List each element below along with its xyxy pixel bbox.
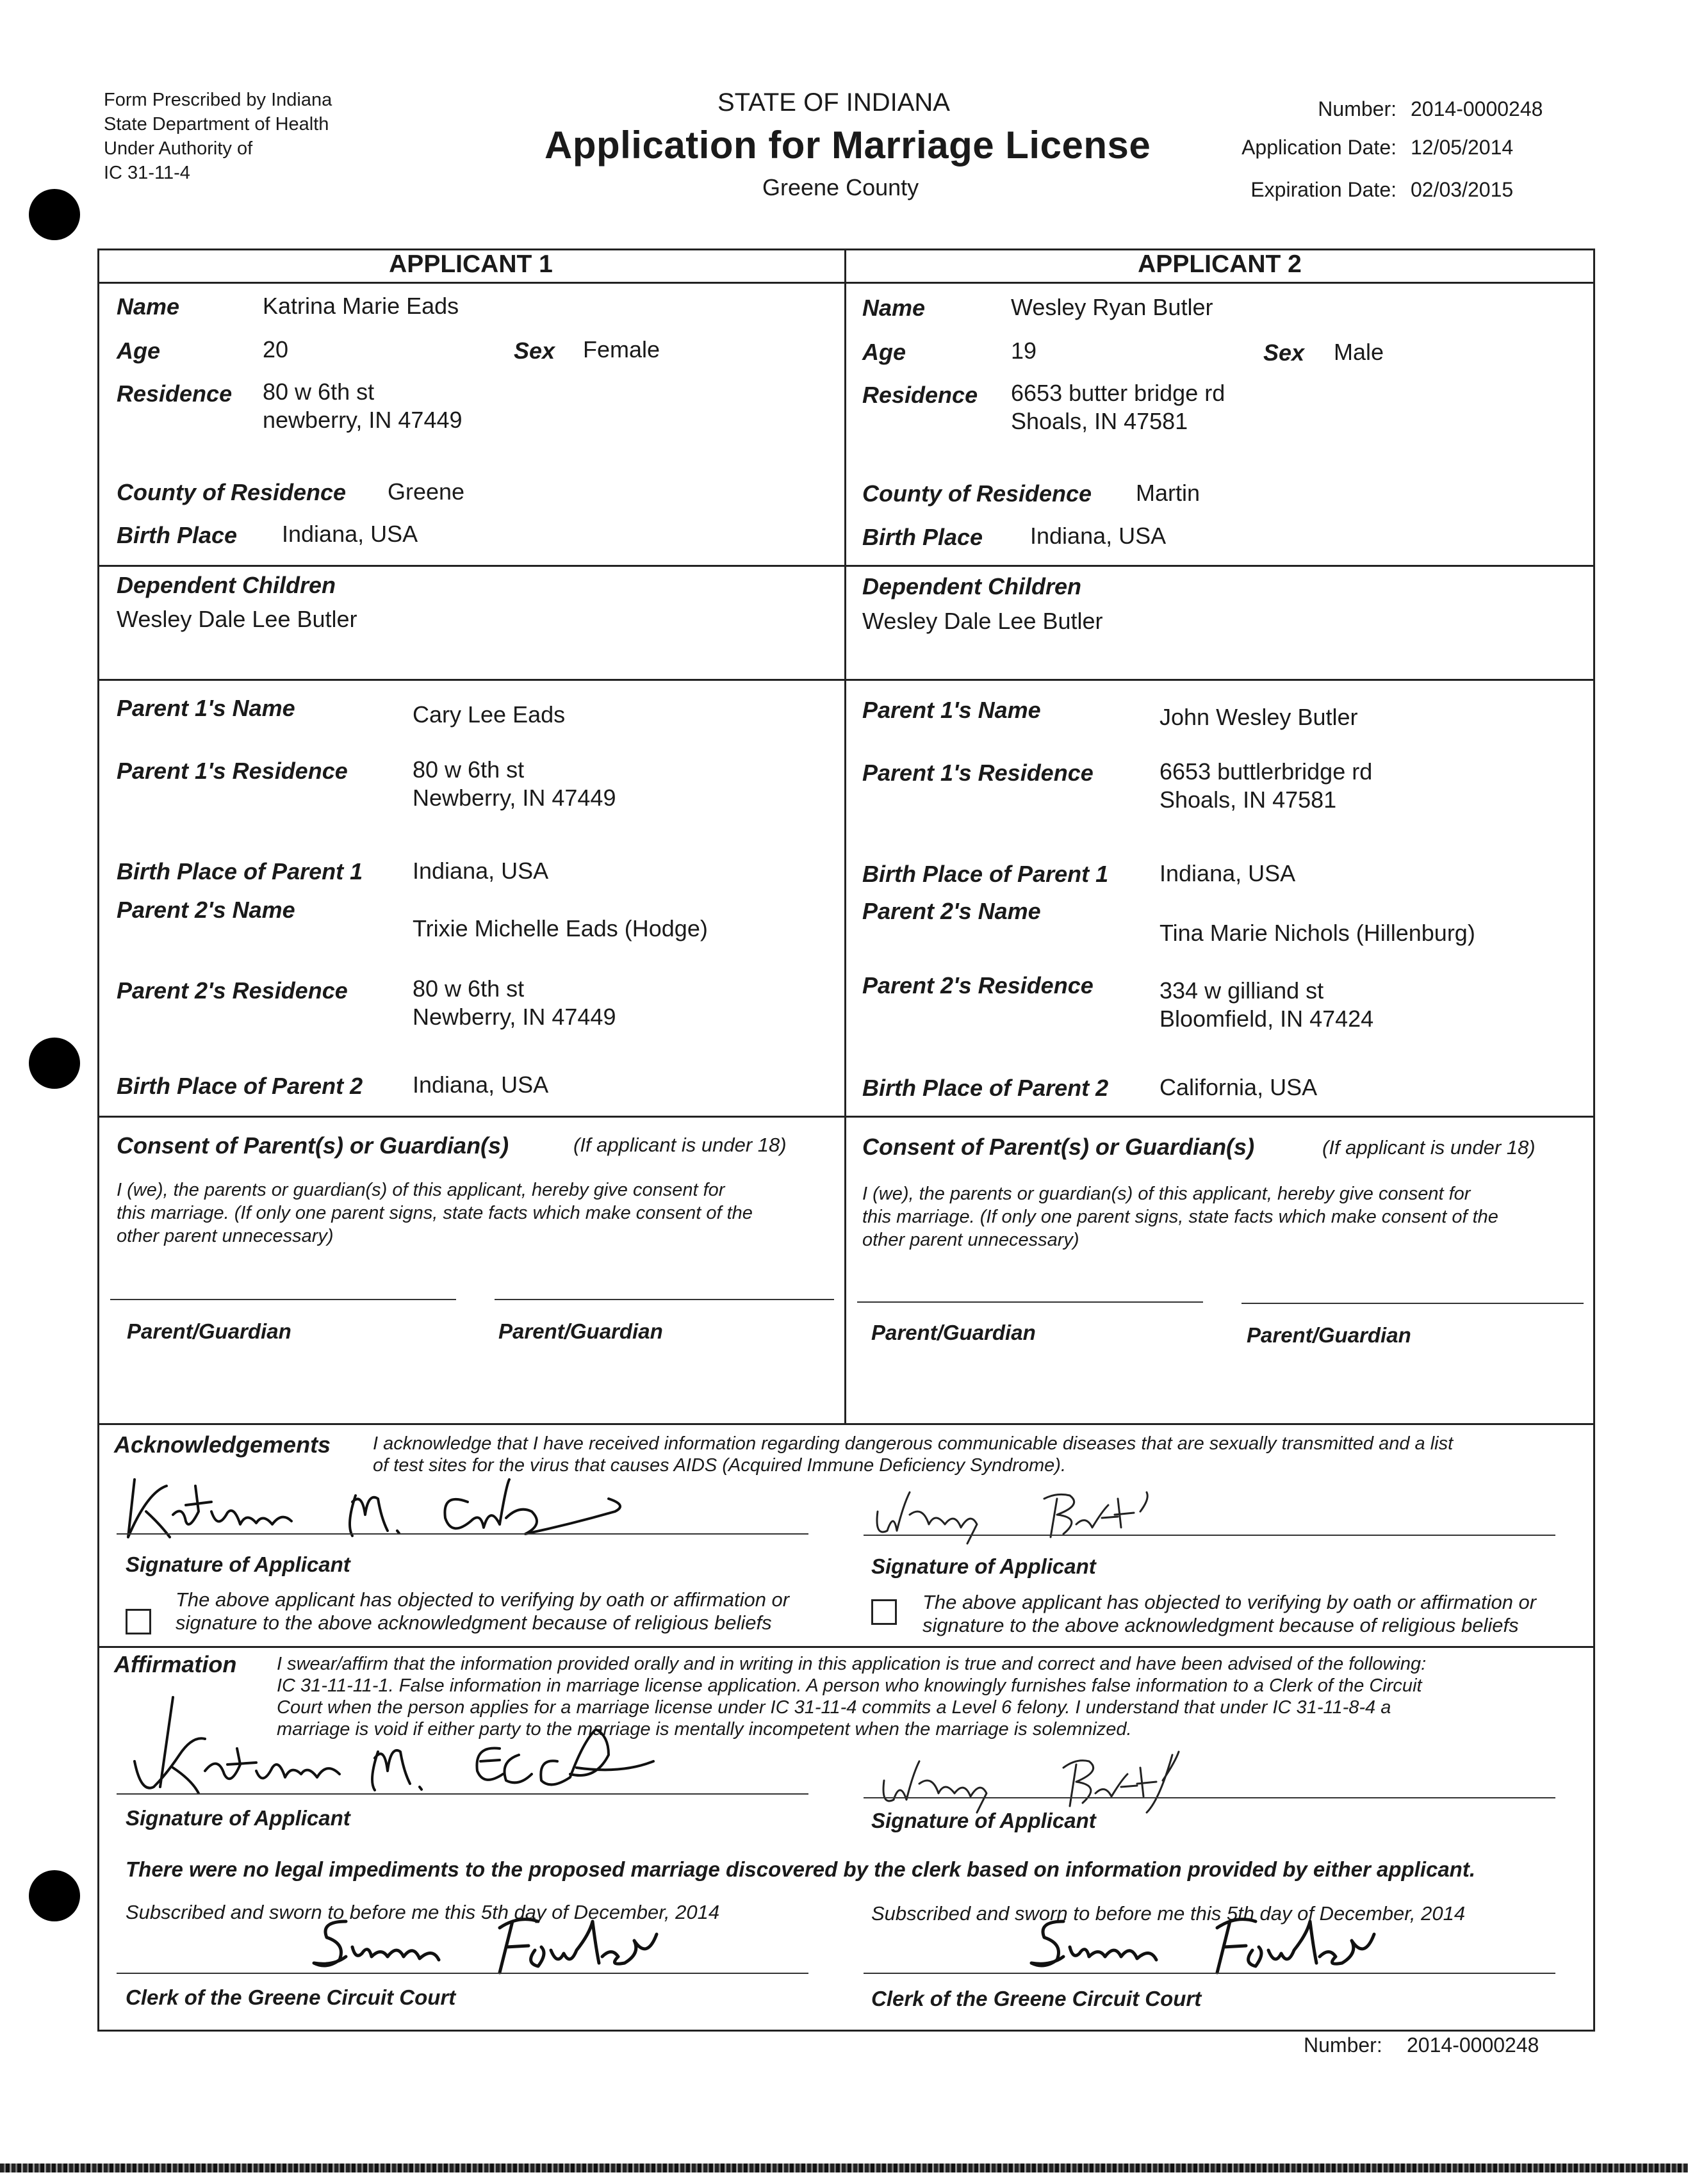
signature-of-applicant2-label: Signature of Applicant xyxy=(871,1554,1096,1578)
affirmation-text-line3: Court when the person applies for a marriage license under IC 31-11-4 commits a Level 6 felony. I understand that under IC 31-11-8-4 a xyxy=(277,1697,1391,1718)
a1-birth-value: Indiana, USA xyxy=(282,521,418,547)
a2-p1-name-label: Parent 1's Name xyxy=(862,697,1041,723)
signature-of-applicant1-label: Signature of Applicant xyxy=(126,1552,350,1576)
a2-county-value: Martin xyxy=(1136,480,1200,506)
sworn-text-applicant2: Subscribed and sworn to before me this 5th day of December, 2014 xyxy=(871,1902,1466,1925)
applicant1-affirmation-signature xyxy=(122,1691,698,1803)
a2-sex-label: Sex xyxy=(1263,339,1305,366)
a1-county-label: County of Residence xyxy=(117,479,347,505)
applicant2-ack-signature-line[interactable] xyxy=(864,1535,1555,1536)
a2-dependents-label: Dependent Children xyxy=(862,573,1082,599)
footer-number-label: Number: xyxy=(1304,2033,1382,2057)
guardian-label: Parent/Guardian xyxy=(498,1319,663,1343)
consent-text-a2-line3: other parent unnecessary) xyxy=(862,1230,1079,1250)
a2-residence-line1: 6653 butter bridge rd xyxy=(1011,380,1225,406)
punch-hole-middle xyxy=(29,1038,80,1089)
guardian-signature-line[interactable] xyxy=(1241,1303,1584,1304)
applicant2-heading: APPLICANT 2 xyxy=(1138,250,1302,278)
consent-text-a1-line3: other parent unnecessary) xyxy=(117,1226,334,1246)
a1-residence-line2: newberry, IN 47449 xyxy=(263,407,463,433)
a1-dependents-label: Dependent Children xyxy=(117,572,336,598)
a2-p1-res-line2: Shoals, IN 47581 xyxy=(1159,786,1337,813)
clerk-signature-applicant2 xyxy=(1025,1909,1384,1982)
a1-p1-birth-value: Indiana, USA xyxy=(413,858,549,884)
a2-p2-res-label: Parent 2's Residence xyxy=(862,972,1094,998)
affirmation-signature-of-applicant2-label: Signature of Applicant xyxy=(871,1809,1096,1832)
consent-text-a1-line1: I (we), the parents or guardian(s) of this applicant, hereby give consent for xyxy=(117,1180,725,1200)
county-heading: Greene County xyxy=(762,174,919,200)
a1-p2-name-value: Trixie Michelle Eads (Hodge) xyxy=(413,915,708,941)
a2-p1-name-value: John Wesley Butler xyxy=(1159,704,1358,730)
a2-p2-name-label: Parent 2's Name xyxy=(862,898,1041,924)
a1-p1-res-line2: Newberry, IN 47449 xyxy=(413,785,616,811)
no-impediments-statement: There were no legal impediments to the proposed marriage discovered by the clerk based on information provided by either applicant. xyxy=(126,1857,1475,1881)
applicant1-religious-objection-checkbox[interactable] xyxy=(126,1609,151,1634)
clerk-label-applicant1: Clerk of the Greene Circuit Court xyxy=(126,1985,456,2009)
form-prescribed-line: Form Prescribed by Indiana xyxy=(104,90,332,110)
acknowledgements-heading: Acknowledgements xyxy=(114,1431,331,1458)
footer-number-value: 2014-0000248 xyxy=(1407,2033,1539,2057)
consent-note-a1: (If applicant is under 18) xyxy=(573,1134,787,1156)
scan-artifact-bar xyxy=(0,2164,1688,2172)
a1-p1-name-value: Cary Lee Eads xyxy=(413,701,566,728)
consent-heading-a2: Consent of Parent(s) or Guardian(s) xyxy=(862,1134,1255,1160)
a1-name-label: Name xyxy=(117,293,180,320)
a2-birth-label: Birth Place xyxy=(862,524,983,550)
form-prescribed-line: IC 31-11-4 xyxy=(104,163,190,183)
a1-age-value: 20 xyxy=(263,336,289,363)
a2-name-label: Name xyxy=(862,295,926,321)
a2-p2-res-line2: Bloomfield, IN 47424 xyxy=(1159,1006,1374,1032)
a2-p1-res-label: Parent 1's Residence xyxy=(862,760,1094,786)
a1-p1-birth-label: Birth Place of Parent 1 xyxy=(117,858,363,884)
a1-residence-label: Residence xyxy=(117,380,233,407)
form-prescribed-line: Under Authority of xyxy=(104,138,253,159)
a2-residence-line2: Shoals, IN 47581 xyxy=(1011,408,1188,434)
a1-p2-birth-label: Birth Place of Parent 2 xyxy=(117,1073,363,1099)
affirmation-text-line1: I swear/affirm that the information provided orally and in writing in this application is true and correct and have been advised of the following: xyxy=(277,1654,1427,1674)
number-value: 2014-0000248 xyxy=(1411,97,1543,120)
form-prescribed-line: State Department of Health xyxy=(104,114,329,134)
applicant1-ack-signature-line[interactable] xyxy=(117,1533,808,1535)
a2-dependents-value: Wesley Dale Lee Butler xyxy=(862,608,1103,634)
a1-sex-label: Sex xyxy=(514,338,555,364)
guardian-label: Parent/Guardian xyxy=(1247,1323,1411,1347)
a2-p1-birth-label: Birth Place of Parent 1 xyxy=(862,861,1109,887)
number-label: Number: xyxy=(1318,97,1397,120)
affirmation-text-line4: marriage is void if either party to the marriage is mentally incompetent when the marriage is solemnized. xyxy=(277,1719,1132,1740)
acknowledgements-text-line2: of test sites for the virus that causes AIDS (Acquired Immune Deficiency Syndrome). xyxy=(373,1455,1067,1476)
a2-birth-value: Indiana, USA xyxy=(1030,523,1167,549)
application-date-label: Application Date: xyxy=(1241,136,1397,159)
consent-text-a2-line2: this marriage. (If only one parent signs, state facts which make consent of the xyxy=(862,1207,1498,1227)
a2-p2-birth-label: Birth Place of Parent 2 xyxy=(862,1075,1109,1101)
a1-sex-value: Female xyxy=(583,336,660,363)
guardian-signature-line[interactable] xyxy=(857,1301,1203,1303)
a2-p2-res-line1: 334 w gilliand st xyxy=(1159,977,1324,1004)
a2-p2-name-value: Tina Marie Nichols (Hillenburg) xyxy=(1159,920,1475,946)
guardian-label: Parent/Guardian xyxy=(871,1321,1036,1344)
state-heading: STATE OF INDIANA xyxy=(717,88,950,117)
a1-dependents-value: Wesley Dale Lee Butler xyxy=(117,606,357,632)
a1-p2-name-label: Parent 2's Name xyxy=(117,897,295,923)
applicant2-religious-objection-checkbox[interactable] xyxy=(871,1599,897,1625)
clerk-label-applicant2: Clerk of the Greene Circuit Court xyxy=(871,1987,1202,2010)
guardian-label: Parent/Guardian xyxy=(127,1319,291,1343)
a2-p1-res-line1: 6653 buttlerbridge rd xyxy=(1159,758,1373,785)
a1-p2-res-line1: 80 w 6th st xyxy=(413,975,525,1002)
a1-p1-res-label: Parent 1's Residence xyxy=(117,758,348,784)
consent-note-a2: (If applicant is under 18) xyxy=(1322,1136,1536,1159)
application-date-value: 12/05/2014 xyxy=(1411,136,1514,159)
a1-p1-res-line1: 80 w 6th st xyxy=(413,756,525,783)
consent-text-a1-line2: this marriage. (If only one parent signs, state facts which make consent of the xyxy=(117,1203,753,1223)
a1-residence-line1: 80 w 6th st xyxy=(263,379,375,405)
a2-p1-birth-value: Indiana, USA xyxy=(1159,860,1296,886)
form-prescribed-text xyxy=(104,88,332,185)
expiration-date-value: 02/03/2015 xyxy=(1411,178,1514,201)
affirmation-heading: Affirmation xyxy=(114,1651,237,1677)
a1-name-value: Katrina Marie Eads xyxy=(263,293,459,319)
applicant1-objection-line2: signature to the above acknowledgment because of religious beliefs xyxy=(176,1611,772,1634)
a1-county-value: Greene xyxy=(388,478,465,505)
a2-county-label: County of Residence xyxy=(862,480,1092,507)
a1-p1-name-label: Parent 1's Name xyxy=(117,695,295,721)
a1-age-label: Age xyxy=(117,338,161,364)
applicant1-heading: APPLICANT 1 xyxy=(389,250,553,278)
applicant2-objection-line1: The above applicant has objected to verifying by oath or affirmation or xyxy=(922,1591,1537,1613)
a2-age-value: 19 xyxy=(1011,338,1037,364)
affirmation-text-line2: IC 31-11-11-1. False information in marriage license application. A person who knowingly furnishes false information to a Clerk of the Circuit xyxy=(277,1675,1422,1696)
sworn-text-applicant1: Subscribed and sworn to before me this 5th day of December, 2014 xyxy=(126,1901,720,1923)
applicant2-affirmation-signature-line[interactable] xyxy=(864,1797,1555,1798)
expiration-date-label: Expiration Date: xyxy=(1250,178,1397,201)
applicant1-ack-signature xyxy=(122,1467,647,1547)
a2-residence-label: Residence xyxy=(862,382,978,408)
a2-p2-birth-value: California, USA xyxy=(1159,1074,1318,1100)
a2-name-value: Wesley Ryan Butler xyxy=(1011,294,1213,320)
a2-age-label: Age xyxy=(862,339,906,365)
guardian-signature-line[interactable] xyxy=(495,1299,834,1300)
applicant2-objection-line2: signature to the above acknowledgment because of religious beliefs xyxy=(922,1614,1519,1636)
consent-heading-a1: Consent of Parent(s) or Guardian(s) xyxy=(117,1132,509,1159)
a1-p2-birth-value: Indiana, USA xyxy=(413,1072,549,1098)
a2-sex-value: Male xyxy=(1334,339,1384,365)
a1-birth-label: Birth Place xyxy=(117,522,238,548)
applicant1-affirmation-signature-line[interactable] xyxy=(117,1793,808,1795)
consent-text-a2-line1: I (we), the parents or guardian(s) of this applicant, hereby give consent for xyxy=(862,1184,1471,1204)
acknowledgements-text-line1: I acknowledge that I have received information regarding dangerous communicable diseases that are sexually transmitted and a list xyxy=(373,1433,1454,1454)
a1-p2-res-line2: Newberry, IN 47449 xyxy=(413,1004,616,1030)
page-title: Application for Marriage License xyxy=(545,124,1151,167)
applicant2-ack-signature xyxy=(865,1486,1262,1547)
clerk-signature-line-applicant2[interactable] xyxy=(864,1973,1555,1974)
affirmation-signature-of-applicant1-label: Signature of Applicant xyxy=(126,1806,350,1830)
guardian-signature-line[interactable] xyxy=(110,1299,456,1300)
punch-hole-top xyxy=(29,189,80,240)
clerk-signature-line-applicant1[interactable] xyxy=(117,1973,808,1974)
applicant1-objection-line1: The above applicant has objected to verifying by oath or affirmation or xyxy=(176,1588,790,1611)
punch-hole-bottom xyxy=(29,1870,80,1921)
clerk-signature-applicant1 xyxy=(307,1909,666,1982)
a1-p2-res-label: Parent 2's Residence xyxy=(117,977,348,1004)
